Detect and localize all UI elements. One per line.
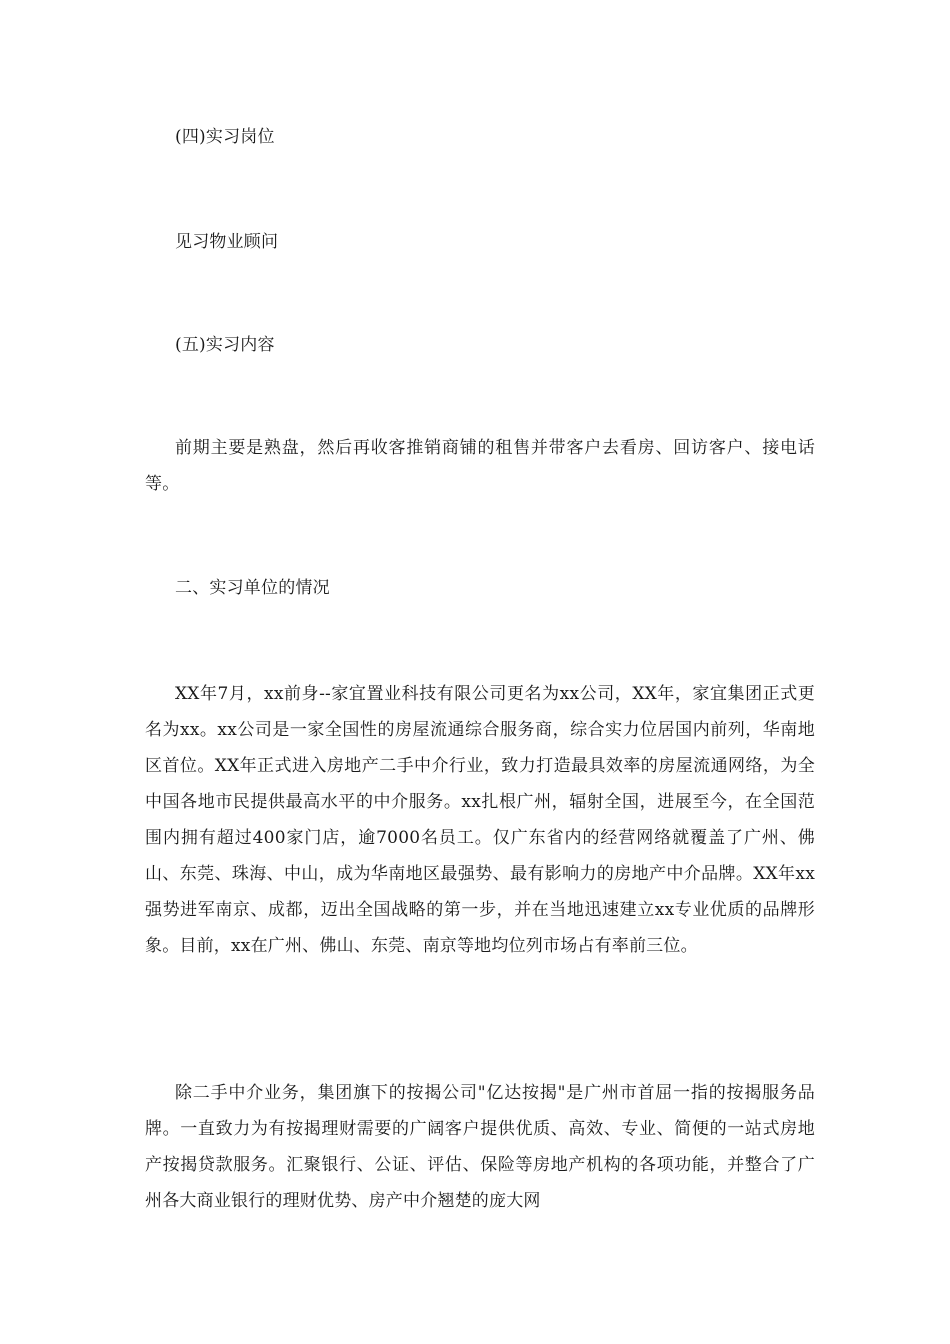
paragraph-position-title: 见习物业顾问: [175, 232, 279, 252]
paragraph-company-history: XX年7月，xx前身--家宜置业科技有限公司更名为xx公司，XX年，家宜集团正式更名为xx。xx公司是一家全国性的房屋流通综合服务商，综合实力位居国内前列，华南地区首位。XX年正式进入房地产二手中介行业，致力打造最具效率的房屋流通网络，为全中国各地市民提供最高水平的中介服务。xx扎根广州，辐射全国，进展至今，在全国范围内拥有超过400家门店，逾7000名员工。仅广东省内的经营网络就覆盖了广州、佛山、东莞、珠海、中山，成为华南地区最强势、最有影响力的房地产中介品牌。XX年xx强势进军南京、成都，迈出全国战略的第一步，并在当地迅速建立xx专业优质的品牌形象。目前，xx在广州、佛山、东莞、南京等地均位列市场占有率前三位。: [145, 684, 815, 956]
paragraph-mortgage-business: 除二手中介业务，集团旗下的按揭公司"亿达按揭"是广州市首屈一指的按揭服务品牌。一直致力为有按揭理财需要的广阔客户提供优质、高效、专业、简便的一站式房地产按揭贷款服务。汇聚银行、公证、评估、保险等房地产机构的各项功能，并整合了广州各大商业银行的理财优势、房产中介翘楚的庞大网: [145, 1083, 815, 1211]
heading-internship-position: (四)实习岗位: [175, 127, 275, 147]
paragraph-internship-content: 前期主要是熟盘，然后再收客推销商铺的租售并带客户去看房、回访客户、接电话等。: [145, 438, 815, 494]
heading-internship-content: (五)实习内容: [175, 335, 275, 355]
heading-company-info: 二、实习单位的情况: [175, 578, 330, 598]
